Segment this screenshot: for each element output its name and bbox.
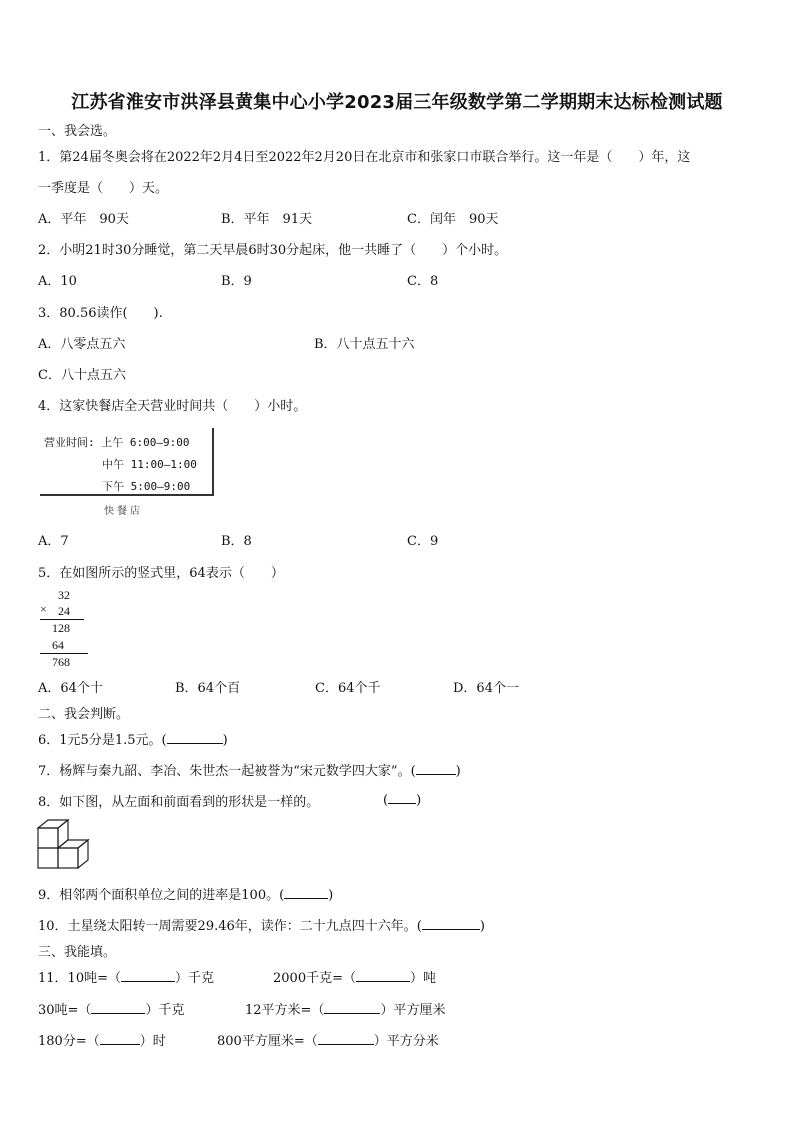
answer-blank[interactable] — [91, 1001, 145, 1014]
question-2-option-b[interactable]: B．9 — [221, 274, 252, 289]
question-7 — [38, 760, 461, 779]
question-1-option-a[interactable]: A．平年 90天 — [38, 212, 129, 227]
cube-face — [38, 828, 58, 848]
question-11-row1-b — [273, 967, 436, 986]
question-11-row1-a — [38, 967, 214, 986]
question-4-option-a[interactable]: A．7 — [38, 534, 69, 549]
sign-row-evening: 下午 5:00—9:00 — [102, 480, 191, 493]
question-11-row3-b — [217, 1030, 439, 1049]
question-2-text: 2．小明21时30分睡觉，第二天早晨6时30分起床，他一共睡了（ ）个小时。 — [38, 243, 508, 258]
sign-caption: 快餐店 — [104, 506, 143, 517]
sign-row-morning: 营业时间: 上午 6:00—9:00 — [44, 436, 190, 449]
fill-prefix: 2000千克=（ — [273, 971, 356, 986]
fill-suffix: ）平方分米 — [373, 1034, 439, 1049]
answer-blank[interactable] — [284, 886, 328, 899]
fill-suffix: ）千克 — [145, 1003, 185, 1018]
section-heading-choice: 一、我会选。 — [38, 124, 117, 139]
question-1-text-cont: 一季度是（ ）天。 — [38, 181, 169, 196]
product-result: 768 — [52, 655, 70, 669]
question-11-row2-b — [245, 999, 445, 1018]
paren-close: ) — [479, 919, 485, 934]
page-title: 江苏省淮安市洪泽县黄集中心小学2023届三年级数学第二学期期末达标检测试题 — [71, 92, 723, 113]
fill-suffix: ）平方厘米 — [380, 1003, 446, 1018]
paren-open: ( — [383, 793, 389, 808]
question-3-option-a[interactable]: A．八零点五六 — [38, 337, 126, 352]
paren-close: ) — [222, 733, 228, 748]
question-3-option-b[interactable]: B．八十点五十六 — [314, 337, 415, 352]
paren-close: ) — [416, 793, 422, 808]
question-1-option-b[interactable]: B．平年 91天 — [221, 212, 313, 227]
answer-blank[interactable] — [356, 969, 410, 982]
fill-prefix: 30吨=（ — [38, 1003, 92, 1018]
fill-prefix: 12平方米=（ — [245, 1003, 325, 1018]
partial-product-1: 128 — [52, 621, 70, 635]
section-heading-judge: 二、我会判断。 — [38, 707, 130, 722]
question-7-text: 7．杨辉与秦九韶、李冶、朱世杰一起被誉为“宋元数学四大家”。( — [38, 764, 416, 779]
question-4-option-c[interactable]: C．9 — [407, 534, 439, 549]
calc-line-2 — [40, 653, 88, 654]
question-10 — [38, 915, 485, 934]
cube-face — [58, 848, 78, 868]
vertical-multiplication — [36, 588, 96, 672]
question-5-option-b[interactable]: B．64个百 — [175, 681, 241, 696]
question-6 — [38, 729, 228, 748]
business-hours-sign — [40, 428, 214, 496]
fill-prefix: 11．10吨=（ — [38, 971, 121, 986]
cube-face — [38, 848, 58, 868]
answer-blank[interactable] — [100, 1032, 140, 1045]
answer-blank[interactable] — [121, 969, 175, 982]
answer-blank[interactable] — [167, 731, 223, 744]
fill-prefix: 800平方厘米=（ — [217, 1034, 318, 1049]
fill-suffix: ）时 — [139, 1034, 166, 1049]
fill-suffix: ）吨 — [409, 971, 436, 986]
question-2-option-c[interactable]: C．8 — [407, 274, 439, 289]
cube-side-face — [78, 840, 88, 868]
question-6-text: 6．1元5分是1.5元。( — [38, 733, 167, 748]
multiply-sign: × — [40, 602, 47, 616]
question-8-answer — [383, 791, 421, 808]
multiplier: 24 — [58, 604, 70, 618]
fill-suffix: ）千克 — [174, 971, 214, 986]
question-5-option-d[interactable]: D．64个一 — [453, 681, 519, 696]
paren-close: ) — [328, 888, 334, 903]
sign-row-noon: 中午 11:00—1:00 — [102, 458, 197, 471]
question-3-text: 3．80.56读作( ). — [38, 306, 163, 321]
answer-blank[interactable] — [416, 762, 456, 775]
question-3-option-c[interactable]: C．八十点五六 — [38, 368, 126, 383]
cube-stack-figure — [36, 818, 92, 870]
question-2-option-a[interactable]: A．10 — [38, 274, 77, 289]
paren-close: ) — [455, 764, 461, 779]
question-1-option-c[interactable]: C．闰年 90天 — [407, 212, 499, 227]
question-1-text: 1．第24届冬奥会将在2022年2月4日至2022年2月20日在北京市和张家口市联合举行。这一年是（ ）年，这 — [38, 150, 691, 165]
multiplicand: 32 — [58, 588, 70, 602]
question-8-text: 8．如下图，从左面和前面看到的形状是一样的。 — [38, 795, 320, 810]
question-4-option-b[interactable]: B．8 — [221, 534, 252, 549]
answer-blank[interactable] — [388, 791, 416, 804]
answer-blank[interactable] — [422, 917, 480, 930]
question-5-option-a[interactable]: A．64个十 — [38, 681, 103, 696]
question-5-text: 5．在如图所示的竖式里，64表示（ ） — [38, 566, 284, 581]
answer-blank[interactable] — [318, 1032, 374, 1045]
question-9 — [38, 884, 333, 903]
question-11-row2-a — [38, 999, 184, 1018]
question-11-row3-a — [38, 1030, 166, 1049]
section-heading-fill: 三、我能填。 — [38, 945, 117, 960]
question-5-option-c[interactable]: C．64个千 — [315, 681, 381, 696]
question-10-text: 10．土星绕太阳转一周需要29.46年，读作：二十九点四十六年。( — [38, 919, 422, 934]
calc-line-1 — [40, 619, 84, 620]
answer-blank[interactable] — [324, 1001, 380, 1014]
question-4-text: 4．这家快餐店全天营业时间共（ ）小时。 — [38, 399, 307, 414]
partial-product-2: 64 — [52, 638, 64, 652]
fill-prefix: 180分=（ — [38, 1034, 100, 1049]
question-9-text: 9．相邻两个面积单位之间的进率是100。( — [38, 888, 285, 903]
